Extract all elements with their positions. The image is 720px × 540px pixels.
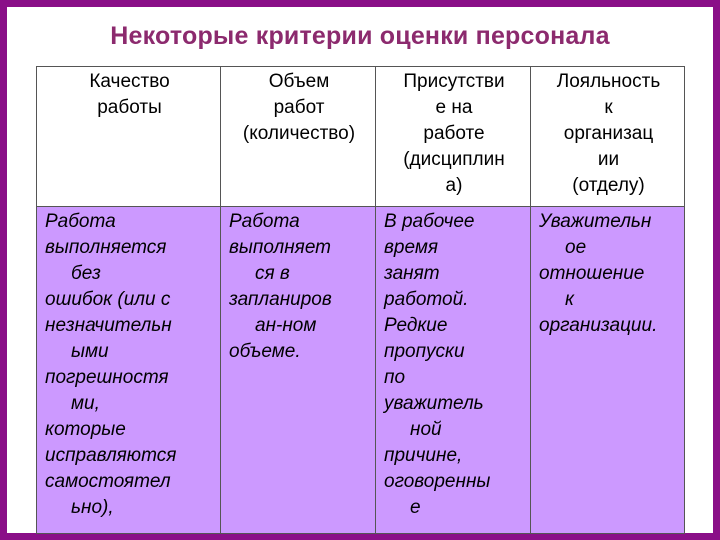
cell-line: ыми xyxy=(71,341,109,362)
cell-line: ьно), xyxy=(71,497,114,518)
header-line: работ xyxy=(273,97,325,118)
header-line: (количество) xyxy=(242,123,356,144)
cell-line: по xyxy=(384,367,406,388)
cell-line: В рабочее xyxy=(384,211,475,232)
header-line: организац xyxy=(563,123,654,144)
cell-line: оговоренны xyxy=(384,471,491,492)
header-line: Качество xyxy=(89,71,170,92)
header-volume xyxy=(221,67,376,207)
cell-line: ое xyxy=(565,237,587,258)
cell-line: Редкие xyxy=(384,315,448,336)
header-line: Объем xyxy=(268,71,330,92)
cell-line: которые xyxy=(45,419,126,440)
cell-line: занят xyxy=(384,263,440,284)
header-row xyxy=(37,67,685,207)
header-line: к xyxy=(604,97,613,118)
cell-quality xyxy=(37,207,221,534)
header-loyalty xyxy=(531,67,685,207)
cell-line: выполняет xyxy=(229,237,332,258)
cell-loyalty xyxy=(531,207,685,534)
cell-line: Работа xyxy=(45,211,116,232)
criteria-table xyxy=(36,66,685,534)
cell-line: исправляются xyxy=(45,445,177,466)
cell-volume xyxy=(221,207,376,534)
cell-line: выполняется xyxy=(45,237,167,258)
cell-line: ошибок (или с xyxy=(45,289,171,310)
cell-line: время xyxy=(384,237,439,258)
cell-line: е xyxy=(410,497,421,518)
header-line: работы xyxy=(97,97,162,118)
page-title: Некоторые критерии оценки персонала xyxy=(110,22,610,50)
cell-line: пропуски xyxy=(384,341,465,362)
header-line: (отделу) xyxy=(572,175,645,196)
cell-line: отношение xyxy=(539,263,645,284)
cell-line: погрешностя xyxy=(45,367,169,388)
cell-line: работой. xyxy=(384,289,469,310)
header-line: ии xyxy=(597,149,620,170)
header-line: а) xyxy=(445,175,463,196)
cell-line: ми, xyxy=(71,393,100,414)
cell-line: причине, xyxy=(384,445,463,466)
cell-line: без xyxy=(71,263,101,284)
header-line: (дисциплин xyxy=(403,149,505,170)
header-quality xyxy=(37,67,221,207)
cell-line: ной xyxy=(410,419,442,440)
cell-line: Уважительн xyxy=(539,211,652,232)
cell-line: организации. xyxy=(539,315,658,336)
header-line: е на xyxy=(435,97,473,118)
cell-line: самостоятел xyxy=(45,471,171,492)
header-line: работе xyxy=(423,123,485,144)
header-line: Лояльность xyxy=(556,71,661,92)
content-row xyxy=(37,207,685,534)
cell-line: Работа xyxy=(229,211,300,232)
cell-attendance xyxy=(376,207,531,534)
cell-line: объеме. xyxy=(229,341,301,362)
cell-line: уважитель xyxy=(384,393,484,414)
cell-line: незначительн xyxy=(45,315,172,336)
cell-line: ан-ном xyxy=(255,315,317,336)
header-attendance xyxy=(376,67,531,207)
cell-line: ся в xyxy=(255,263,290,284)
header-line: Присутстви xyxy=(403,71,505,92)
cell-line: запланиров xyxy=(229,289,332,310)
cell-line: к xyxy=(565,289,574,310)
